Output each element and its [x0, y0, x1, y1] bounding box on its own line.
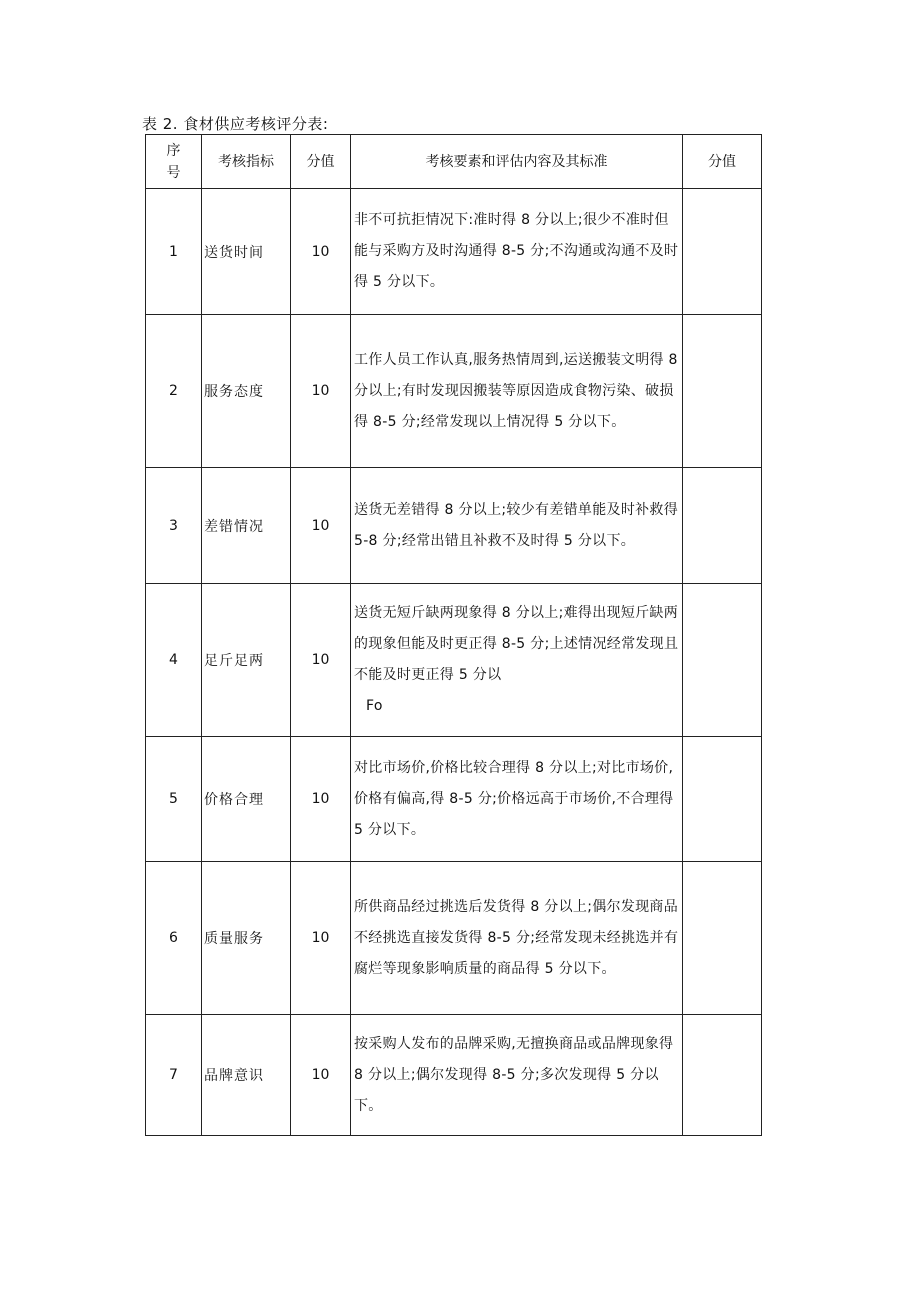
- row-score: [683, 1015, 762, 1136]
- criteria-text: 送货无短斤缺两现象得 8 分以上;难得出现短斤缺两的现象但能及时更正得 8-5 分;上述情况经常发现且不能及时更正得 5 分以: [354, 605, 679, 683]
- table-row: [146, 737, 762, 862]
- header-indicator: 考核指标: [202, 135, 291, 189]
- row-number: 5: [146, 737, 202, 862]
- row-criteria: [351, 584, 683, 737]
- row-criteria: 送货无差错得 8 分以上;较少有差错单能及时补救得 5-8 分;经常出错且补救不及时得 5 分以下。: [351, 468, 683, 584]
- header-points: 分值: [291, 135, 351, 189]
- row-indicator: 品牌意识: [202, 1015, 291, 1136]
- row-number: 6: [146, 862, 202, 1015]
- row-points: 10: [291, 189, 351, 315]
- row-indicator: 差错情况: [202, 468, 291, 584]
- row-number: 3: [146, 468, 202, 584]
- row-score: [683, 189, 762, 315]
- row-points: 10: [291, 737, 351, 862]
- row-criteria: 非不可抗拒情况下:准时得 8 分以上;很少不准时但能与采购方及时沟通得 8-5 分;不沟通或沟通不及时得 5 分以下。: [351, 189, 683, 315]
- criteria-tail: Fo: [366, 698, 383, 714]
- row-indicator: 足斤足两: [202, 584, 291, 737]
- row-criteria: 对比市场价,价格比较合理得 8 分以上;对比市场价,价格有偏高,得 8-5 分;价格远高于市场价,不合理得 5 分以下。: [351, 737, 683, 862]
- row-score: [683, 862, 762, 1015]
- row-points: 10: [291, 468, 351, 584]
- row-criteria: 按采购人发布的品牌采购,无擅换商品或品牌现象得 8 分以上;偶尔发现得 8-5 分;多次发现得 5 分以下。: [351, 1015, 683, 1136]
- row-score: [683, 584, 762, 737]
- row-points: 10: [291, 315, 351, 468]
- row-criteria: 工作人员工作认真,服务热情周到,运送搬装文明得 8 分以上;有时发现因搬装等原因造成食物污染、破损得 8-5 分;经常发现以上情况得 5 分以下。: [351, 315, 683, 468]
- table-row: [146, 315, 762, 468]
- row-score: [683, 468, 762, 584]
- header-score: 分值: [683, 135, 762, 189]
- row-criteria: 所供商品经过挑选后发货得 8 分以上;偶尔发现商品不经挑选直接发货得 8-5 分;经常发现未经挑选并有腐烂等现象影响质量的商品得 5 分以下。: [351, 862, 683, 1015]
- row-points: 10: [291, 584, 351, 737]
- row-points: 10: [291, 1015, 351, 1136]
- table-row: [146, 189, 762, 315]
- row-number: 2: [146, 315, 202, 468]
- table-row: [146, 468, 762, 584]
- supplier-assessment-table: [145, 134, 762, 1136]
- header-criteria: 考核要素和评估内容及其标准: [351, 135, 683, 189]
- row-score: [683, 737, 762, 862]
- table-header-row: [146, 135, 762, 189]
- row-score: [683, 315, 762, 468]
- row-number: 7: [146, 1015, 202, 1136]
- table-row: [146, 1015, 762, 1136]
- row-indicator: 送货时间: [202, 189, 291, 315]
- row-indicator: 质量服务: [202, 862, 291, 1015]
- row-number: 1: [146, 189, 202, 315]
- header-serial-number: 序 号: [146, 135, 202, 189]
- table-row: [146, 862, 762, 1015]
- row-indicator: 服务态度: [202, 315, 291, 468]
- row-indicator: 价格合理: [202, 737, 291, 862]
- table-caption: 表 2. 食材供应考核评分表:: [142, 115, 329, 133]
- table-row: [146, 584, 762, 737]
- row-number: 4: [146, 584, 202, 737]
- row-points: 10: [291, 862, 351, 1015]
